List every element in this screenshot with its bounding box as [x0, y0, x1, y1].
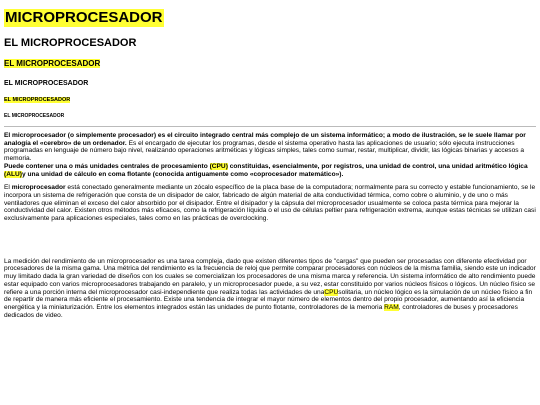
main-heading — [4, 9, 536, 27]
performance-text-1: La medición del rendimiento de un microprocesador es una tarea compleja, dado que existen diferentes tipos de "cargas" que pueden ser procesadas con diferente efectividad por procesadores de la misma gama. Una métrica del rendimiento es la frecuencia de reloj que permite comparar procesadores con núcleos de la misma familia, siendo este un indicador muy limitado dada la gran variedad de diseños con los cuales se comercializan los procesadores de una misma marca y referencia. Un sistema informático de alto rendimiento puede estar equipado con varios microprocesadores trabajando en paralelo, y un microprocesador puede, a su vez, estar constituido por varios núcleos físicos o lógicos. Un núcleo físico se refiere a una porción interna del microprocesador casi-independiente que realiza todas las actividades de una — [4, 257, 536, 296]
main-heading-text: MICROPROCESADOR — [5, 9, 163, 26]
heading-level-3 — [4, 59, 536, 69]
ram-highlight: RAM — [384, 303, 399, 311]
units-text-2: constituidas, esencialmente, por registros, una unidad de control, una unidad aritmético lógica — [227, 162, 528, 170]
paragraph-units — [4, 163, 536, 178]
paragraph-cooling — [4, 184, 536, 223]
units-text-1: Puede contener una o más unidades centrales de procesamiento — [4, 162, 210, 170]
units-text-3: y una unidad de cálculo en coma flotante (conocida antiguamente como «coprocesador matemático»). — [21, 170, 344, 178]
paragraph-intro-rest: Es el encargado de ejecutar los programas, desde el sistema operativo hasta las aplicaciones de usuario; sólo ejecuta instrucciones programadas en lenguaje de número bajo nivel, realizando operaciones aritméticas y lógicas simples, tales como sumar, restar, multiplicar, dividir, las lógicas binarias y accesos a memoria. — [4, 139, 525, 163]
heading-level-2: EL MICROPROCESADOR — [4, 37, 137, 49]
heading-level-5-text: EL MICROPROCESADOR — [4, 97, 71, 103]
cooling-text-1: El — [4, 184, 12, 192]
cpu-highlight-2: CPU — [324, 288, 339, 296]
cooling-text-2: está conectado generalmente mediante un zócalo específico de la placa base de la computadora; normalmente para su correcto y estable funcionamiento, se le incorpora un sistema de refrigeración que consta de un disipador de calor, fabricado de algún material de alta conductividad térmica, como cobre o aluminio, y de uno o más ventiladores que eliminan el exceso del calor absorbido por el disipador. Entre el disipador y la cápsula del microprocesador usualmente se coloca pasta térmica para mejorar la conductividad del calor. Existen otros métodos más eficaces, como la refrigeración líquida o el uso de células peltier para refrigeración extrema, aunque estas técnicas se utilizan casi exclusivamente para aplicaciones especiales, tales como en las prácticas de overclocking. — [4, 184, 536, 223]
cooling-bold: microprocesador — [11, 184, 66, 192]
cpu-highlight: (CPU) — [209, 162, 228, 170]
paragraph-intro-bold: El microprocesador (o simplemente procesador) es el circuito integrado central más complejo de un sistema informático; a modo de ilustración, se le suele llamar por analogía el «cerebro» de un ordenador. — [4, 132, 526, 147]
heading-level-3-text: EL MICROPROCESADOR — [4, 59, 101, 68]
spacer — [4, 229, 536, 258]
heading-level-5 — [4, 97, 536, 104]
heading-level-6: EL MICROPROCESADOR — [4, 113, 65, 119]
paragraph-performance — [4, 258, 536, 320]
paragraph-intro — [4, 132, 536, 163]
alu-highlight: (ALU) — [4, 170, 22, 178]
divider — [4, 126, 536, 127]
performance-text-2: solitaria, un núcleo lógico es la simulación de un núcleo físico a fin de repartir de manera más eficiente el procesamiento. Existe una tendencia de integrar el mayor número de elementos dentro del propio procesador, aumentando así la eficiencia energética y la miniaturización. Entre los elementos integrados están las unidades de punto flotante, controladores de la memoria — [4, 288, 533, 311]
heading-level-4: EL MICROPROCESADOR — [4, 80, 89, 87]
performance-text-3: , controladores de buses y procesadores dedicados de video. — [4, 303, 518, 319]
